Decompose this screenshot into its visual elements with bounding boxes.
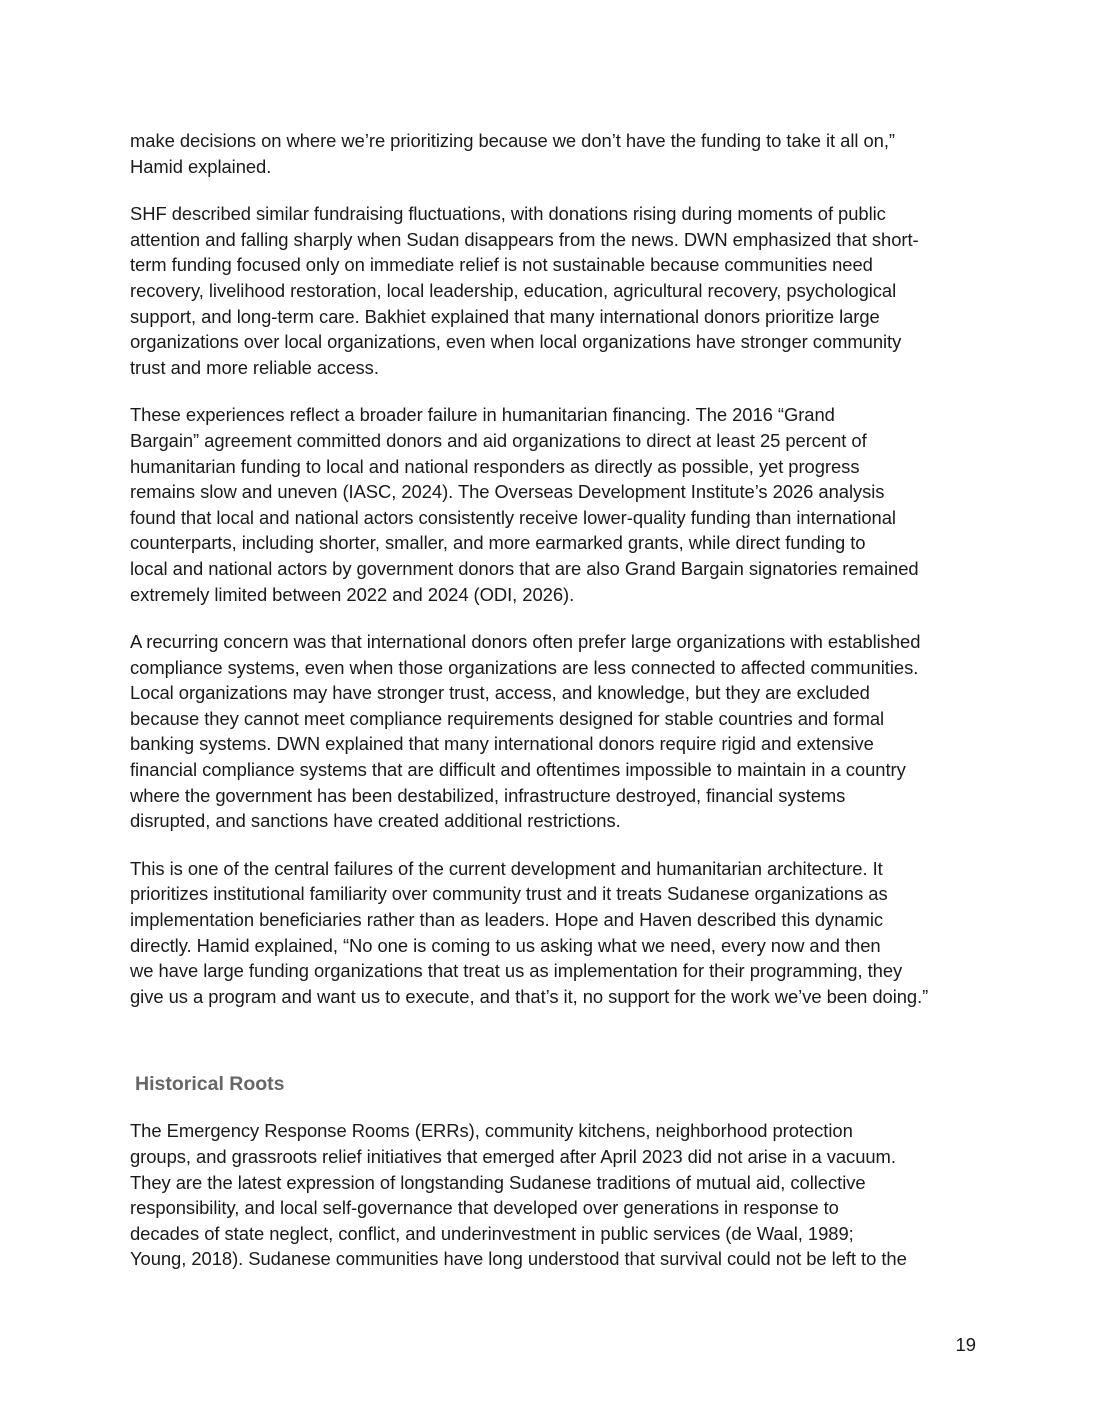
page-body (130, 128, 992, 1272)
paragraph-architecture-failures: This is one of the central failures of the current development and humanitarian architecture. It prioritizes institutional familiarity over community trust and it treats Sudanese organizations as implementation beneficiaries rather than as leaders. Hope and Haven described this dynamic directly. Hamid explained, “No one is coming to us asking what we need, every now and then we have large funding organizations that treat us as implementation for their programming, they give us a program and want us to execute, and that’s it, no support for the work we’ve been doing.” (130, 857, 929, 1007)
paragraph-fundraising-fluctuations: SHF described similar fundraising fluctuations, with donations rising during moments of public attention and falling sharply when Sudan disappears from the news. DWN emphasized that short- term funding focused only on immediate relief is not sustainable because communities need recovery, livelihood restoration, local leadership, education, agricultural recovery, psychological support, and long-term care. Bakhiet explained that many international donors prioritize large organizations over local organizations, even when local organizations have stronger community trust and more reliable access. (130, 203, 919, 378)
page-number: 19 (955, 1334, 976, 1355)
paragraph-funding-priorities: make decisions on where we’re prioritizing because we don’t have the funding to take it all on,” Hamid explained. (130, 130, 895, 177)
paragraph-historical-roots: The Emergency Response Rooms (ERRs), community kitchens, neighborhood protection groups, and grassroots relief initiatives that emerged after April 2023 did not arise in a vacuum. They are the latest expression of longstanding Sudanese traditions of mutual aid, collective responsibility, and local self-governance that developed over generations in response to decades of state neglect, conflict, and underinvestment in public services (de Waal, 1989; Young, 2018). Sudanese communities have long understood that survival could not be left to the (130, 1120, 907, 1270)
paragraph-humanitarian-financing: These experiences reflect a broader failure in humanitarian financing. The 2016 “Grand Bargain” agreement committed donors and aid organizations to direct at least 25 percent of humanitarian funding to local and national responders as directly as possible, yet progress remains slow and uneven (IASC, 2024). The Overseas Development Institute’s 2026 analysis found that local and national actors consistently receive lower-quality funding than international counterparts, including shorter, smaller, and more earmarked grants, while direct funding to local and national actors by government donors that are also Grand Bargain signatories remained extremely limited between 2022 and 2024 (ODI, 2026). (130, 404, 919, 605)
paragraph-compliance-concern: A recurring concern was that international donors often prefer large organizations with established compliance systems, even when those organizations are less connected to affected communities. Local organizations may have stronger trust, access, and knowledge, but they are excluded because they cannot meet compliance requirements designed for stable countries and formal banking systems. DWN explained that many international donors require rigid and extensive financial compliance systems that are difficult and oftentimes impossible to maintain in a country where the government has been destabilized, infrastructure destroyed, financial systems disrupted, and sanctions have created additional restrictions. (130, 631, 921, 832)
section-heading: Historical Roots (135, 1073, 285, 1096)
